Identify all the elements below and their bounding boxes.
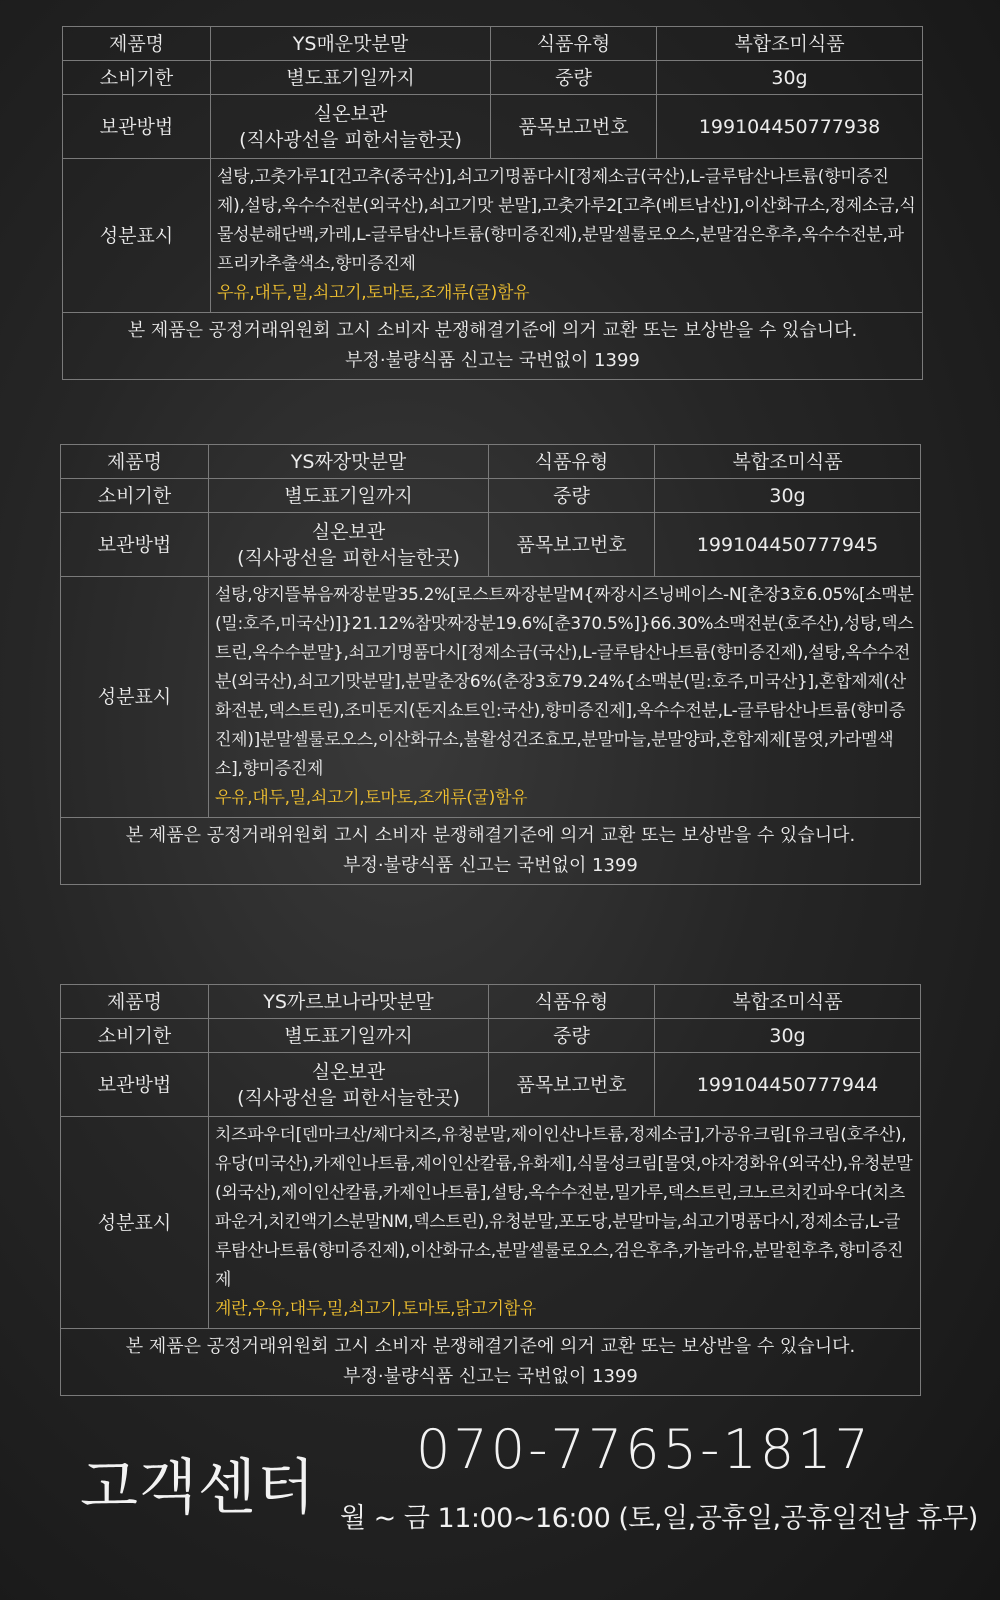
- storage-value: [209, 513, 489, 577]
- label-ingredients: 성분표시: [61, 577, 209, 818]
- notice-line-1: 본 제품은 공정거래위원회 고시 소비자 분쟁해결기준에 의거 교환 또는 보상받을 수 있습니다.: [127, 320, 858, 341]
- label-storage: 보관방법: [61, 513, 209, 577]
- allergen-text: 우유,대두,밀,쇠고기,토마토,조개류(굴)함유: [215, 788, 528, 808]
- expiry-value: 별도표기일까지: [209, 479, 489, 513]
- label-product-name: 제품명: [63, 27, 211, 61]
- storage-line-2: (직사광선을 피한서늘한곳): [237, 1086, 460, 1109]
- label-product-name: 제품명: [61, 445, 209, 479]
- expiry-value: 별도표기일까지: [209, 1019, 489, 1053]
- expiry-value: 별도표기일까지: [211, 61, 491, 95]
- label-storage: 보관방법: [61, 1053, 209, 1117]
- notice-cell: [61, 1329, 921, 1396]
- food-type-value: 복합조미식품: [655, 445, 921, 479]
- product-info-table-2: [60, 444, 921, 885]
- storage-line-1: 실온보관: [311, 520, 386, 543]
- label-ingredients: 성분표시: [61, 1117, 209, 1329]
- report-no-value: 199104450777945: [655, 513, 921, 577]
- weight-value: 30g: [655, 479, 921, 513]
- customer-center-phone: 070-7765-1817: [416, 1418, 872, 1481]
- label-expiry: 소비기한: [61, 1019, 209, 1053]
- label-expiry: 소비기한: [61, 479, 209, 513]
- label-ingredients: 성분표시: [63, 159, 211, 313]
- label-weight: 중량: [489, 479, 655, 513]
- ingredients-value: [211, 159, 923, 313]
- customer-center-title: 고객센터: [80, 1453, 316, 1523]
- product-name-value: YS까르보나라맛분말: [209, 985, 489, 1019]
- notice-cell: [63, 313, 923, 380]
- label-report-no: 품목보고번호: [489, 1053, 655, 1117]
- product-name-value: YS짜장맛분말: [209, 445, 489, 479]
- label-report-no: 품목보고번호: [489, 513, 655, 577]
- storage-value: [209, 1053, 489, 1117]
- label-storage: 보관방법: [63, 95, 211, 159]
- storage-line-1: 실온보관: [313, 102, 388, 125]
- notice-cell: [61, 818, 921, 885]
- label-food-type: 식품유형: [489, 985, 655, 1019]
- ingredients-value: [209, 1117, 921, 1329]
- weight-value: 30g: [655, 1019, 921, 1053]
- storage-line-2: (직사광선을 피한서늘한곳): [239, 128, 462, 151]
- ingredients-text: 치즈파우더[덴마크산/체다치즈,유청분말,제이인산나트륨,정제소금],가공유크림[유크림(호주산),유당(미국산),카제인나트륨,제이인산칼륨,유화제],식물성크림[물엿,야자경화유(외국산),유청분말(외국산),제이인산칼륨,카제인나트륨],설탕,옥수수전분,밀가루,덱스트린,크노르치킨파우다(치츠파운거,치킨액기스분말NM,덱스트린),유청분말,포도당,분말마늘,쇠고기명품다시,정제소금,L-글루탐산나트륨(향미증진제),이산화규소,분말셀룰로오스,검은후추,카놀라유,분말흰후추,향미증진제: [215, 1125, 913, 1290]
- label-food-type: 식품유형: [491, 27, 657, 61]
- allergen-text: 우유,대두,밀,쇠고기,토마토,조개류(굴)함유: [217, 283, 530, 303]
- storage-value: [211, 95, 491, 159]
- customer-center-hours: 월 ~ 금 11:00~16:00 (토,일,공휴일,공휴일전날 휴무): [340, 1503, 978, 1534]
- storage-line-1: 실온보관: [311, 1060, 386, 1083]
- product-name-value: YS매운맛분말: [211, 27, 491, 61]
- ingredients-text: 설탕,양지뜰볶음짜장분말35.2%[로스트짜장분말M{짜장시즈닝베이스-N[춘장3호6.05%[소맥분(밀:호주,미국산)]}21.12%참맛짜장분19.6%[춘370.5%]}66.30%소맥전분(호주산),성탕,덱스트린,옥수수분말},쇠고기명품다시[정제소금(국산),L-글루탐산나트륨(향미증진제),설탕,옥수수전분(외국산),쇠고기맛분말],분말춘장6%(춘장3호79.24%{소맥분(밀:호주,미국산}],혼합제제(산화전분,덱스트린),조미돈지(돈지쇼트인:국산),향미증진제],옥수수전분,L-글루탐산나트륨(향미증진제)]분말셀룰로오스,이산화규소,불활성건조효모,분말마늘,분말양파,혼합제제[물엿,카라멜색소],향미증진제: [215, 585, 914, 779]
- notice-line-1: 본 제품은 공정거래위원회 고시 소비자 분쟁해결기준에 의거 교환 또는 보상받을 수 있습니다.: [125, 825, 856, 846]
- notice-line-2: 부정·불량식품 신고는 국번없이 1399: [345, 350, 640, 371]
- label-expiry: 소비기한: [63, 61, 211, 95]
- notice-line-2: 부정·불량식품 신고는 국번없이 1399: [343, 855, 638, 876]
- label-product-name: 제품명: [61, 985, 209, 1019]
- label-report-no: 품목보고번호: [491, 95, 657, 159]
- food-type-value: 복합조미식품: [657, 27, 923, 61]
- storage-line-2: (직사광선을 피한서늘한곳): [237, 546, 460, 569]
- label-food-type: 식품유형: [489, 445, 655, 479]
- product-info-table-3: [60, 984, 921, 1396]
- notice-line-1: 본 제품은 공정거래위원회 고시 소비자 분쟁해결기준에 의거 교환 또는 보상받을 수 있습니다.: [125, 1336, 856, 1357]
- ingredients-value: [209, 577, 921, 818]
- product-info-table-1: [62, 26, 923, 380]
- report-no-value: 199104450777938: [657, 95, 923, 159]
- notice-line-2: 부정·불량식품 신고는 국번없이 1399: [343, 1366, 638, 1387]
- allergen-text: 계란,우유,대두,밀,쇠고기,토마토,닭고기함유: [215, 1299, 536, 1319]
- label-weight: 중량: [491, 61, 657, 95]
- weight-value: 30g: [657, 61, 923, 95]
- label-weight: 중량: [489, 1019, 655, 1053]
- ingredients-text: 설탕,고춧가루1[건고추(중국산)],쇠고기명품다시[정제소금(국산),L-글루탐산나트륨(향미증진제),설탕,옥수수전분(외국산),쇠고기맛 분말],고춧가루2[고추(베트남산)],이산화규소,정제소금,식물성분해단백,카레,L-글루탐산나트륨(향미증진제),분말셀룰로오스,분말검은후추,옥수수전분,파프리카추출색소,향미증진제: [217, 167, 916, 274]
- food-type-value: 복합조미식품: [655, 985, 921, 1019]
- report-no-value: 199104450777944: [655, 1053, 921, 1117]
